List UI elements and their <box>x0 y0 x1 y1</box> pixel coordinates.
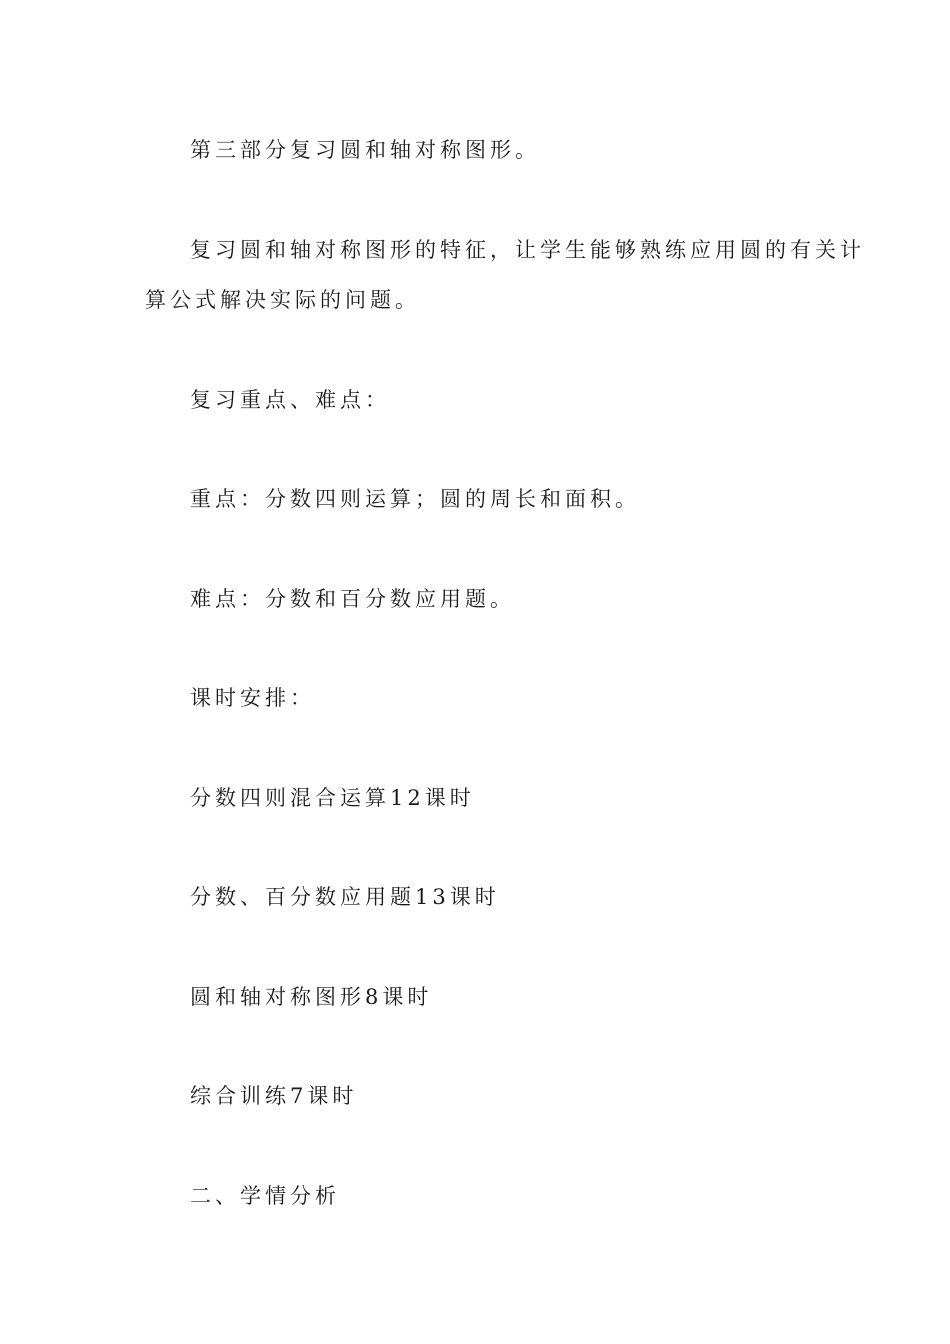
heading-key-points: 复习重点、难点： <box>190 388 390 412</box>
schedule-item-fraction-operations: 分数四则混合运算12课时 <box>190 786 475 810</box>
paragraph-part-three: 第三部分复习圆和轴对称图形。 <box>190 138 540 162</box>
section-heading-student-analysis: 二、学情分析 <box>190 1184 340 1208</box>
paragraph-difficult-point: 难点：分数和百分数应用题。 <box>190 587 515 611</box>
paragraph-review-goal-line-2: 算公式解决实际的问题。 <box>145 288 420 312</box>
paragraph-key-point: 重点：分数四则运算；圆的周长和面积。 <box>190 487 640 511</box>
paragraph-review-goal-line-1: 复习圆和轴对称图形的特征，让学生能够熟练应用圆的有关计 <box>190 238 865 262</box>
schedule-item-word-problems: 分数、百分数应用题13课时 <box>190 885 500 909</box>
schedule-item-circles-symmetry: 圆和轴对称图形8课时 <box>190 985 433 1009</box>
heading-schedule: 课时安排： <box>190 686 315 710</box>
schedule-item-comprehensive-training: 综合训练7课时 <box>190 1084 358 1108</box>
